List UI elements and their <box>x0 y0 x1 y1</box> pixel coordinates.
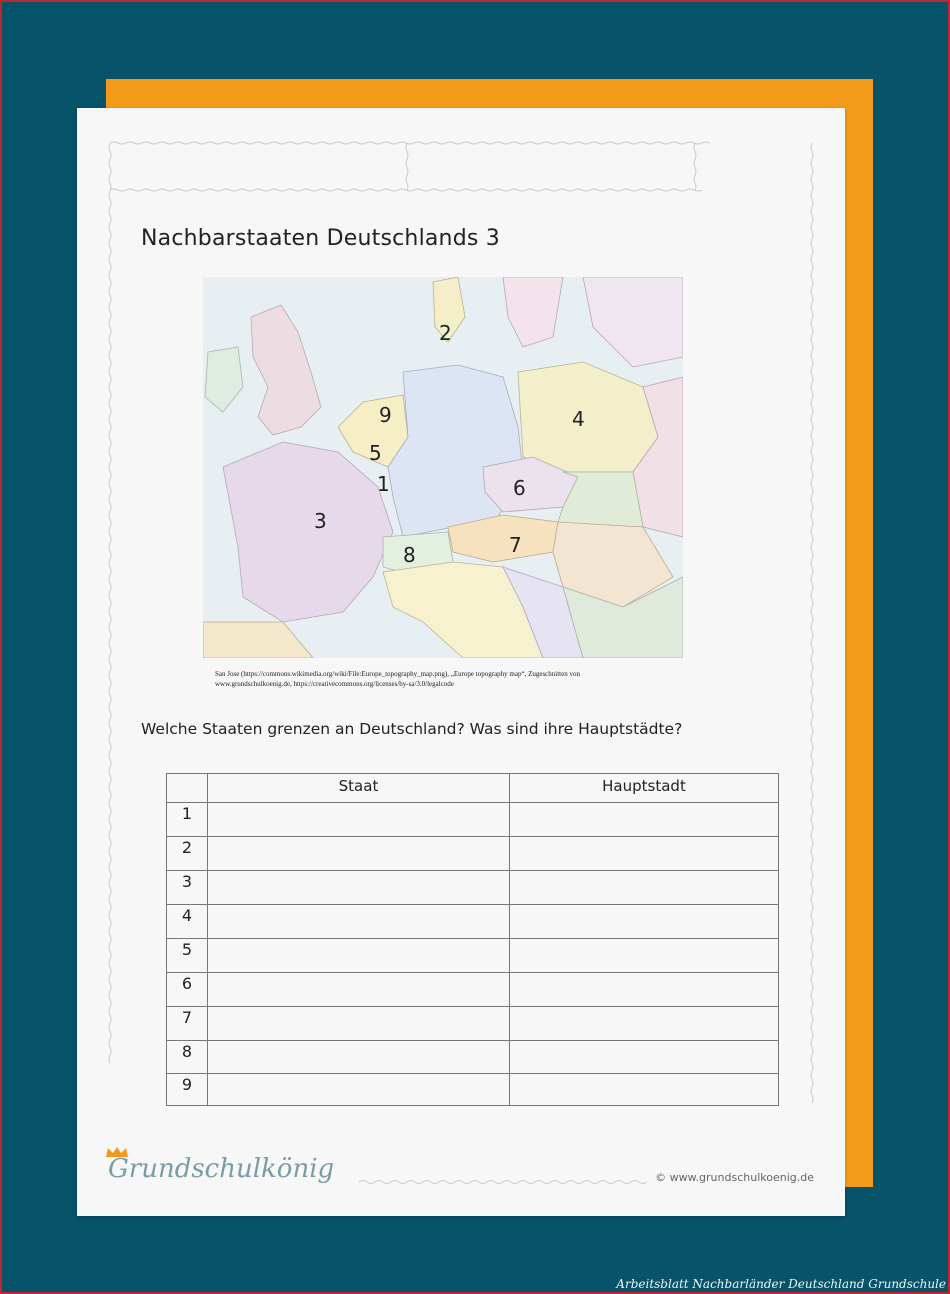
map-label-5: 5 <box>369 441 382 465</box>
footer-wavy-line <box>359 1179 651 1185</box>
website-link[interactable]: © www.grundschulkoenig.de <box>655 1171 814 1184</box>
map-label-4: 4 <box>572 407 585 431</box>
credit-line-2: www.grundschulkoenig.de, https://creativecommons.org/licenses/by-sa/3.0/legalcode <box>215 680 454 688</box>
table-divider <box>167 870 778 871</box>
row-number: 8 <box>181 1042 193 1061</box>
row-number: 7 <box>181 1008 193 1027</box>
map-label-1: 1 <box>377 472 390 496</box>
map-label-3: 3 <box>314 509 327 533</box>
table-divider <box>509 774 510 1105</box>
map-label-8: 8 <box>403 543 416 567</box>
worksheet-title: Nachbarstaaten Deutschlands 3 <box>141 226 500 251</box>
map-label-6: 6 <box>513 476 526 500</box>
table-divider <box>167 972 778 973</box>
row-number: 9 <box>181 1075 193 1094</box>
credit-line-1: San Jose (https://commons.wikimedia.org/wiki/File:Europe_topography_map.png), „Europe topography map“, Zugeschnitten von <box>215 670 580 678</box>
row-number: 3 <box>181 872 193 891</box>
table-divider <box>167 904 778 905</box>
answer-table <box>166 773 779 1106</box>
image-credit <box>215 669 655 689</box>
row-number: 6 <box>181 974 193 993</box>
table-divider <box>167 1006 778 1007</box>
table-divider <box>167 938 778 939</box>
brand-logo: Grundschulkönig <box>108 1154 335 1184</box>
table-divider <box>207 774 208 1105</box>
column-header-staat: Staat <box>338 777 379 795</box>
row-number: 2 <box>181 838 193 857</box>
map-label-2: 2 <box>439 321 452 345</box>
row-number: 5 <box>181 940 193 959</box>
row-number: 4 <box>181 906 193 925</box>
map-label-7: 7 <box>509 533 522 557</box>
worksheet-page <box>77 108 845 1216</box>
table-divider <box>167 802 778 803</box>
column-header-hauptstadt: Hauptstadt <box>602 777 686 795</box>
table-divider <box>167 1040 778 1041</box>
europe-map <box>203 277 683 658</box>
table-divider <box>167 1073 778 1074</box>
map-label-9: 9 <box>379 403 392 427</box>
task-question: Welche Staaten grenzen an Deutschland? Was sind ihre Hauptstädte? <box>141 720 683 738</box>
table-divider <box>167 836 778 837</box>
row-number: 1 <box>181 804 193 823</box>
image-caption: Arbeitsblatt Nachbarländer Deutschland Grundschule <box>616 1277 946 1291</box>
